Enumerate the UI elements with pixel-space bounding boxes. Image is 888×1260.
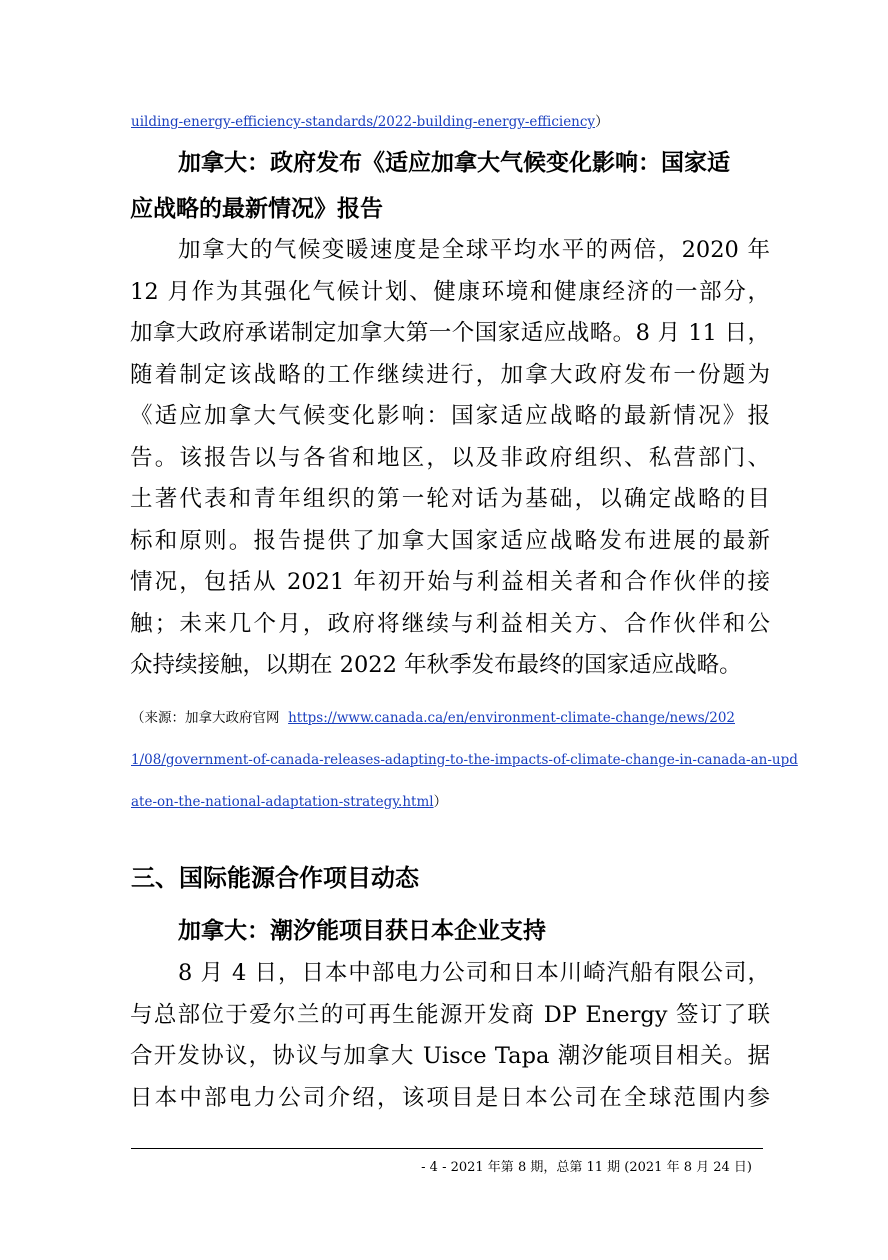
article1-body-line: 情况，包括从 2021 年初开始与利益相关者和合作伙伴的接 (130, 569, 770, 595)
article2-title: 加拿大：潮汐能项目获日本企业支持 (178, 917, 546, 944)
article2-body-line: 8 月 4 日，日本中部电力公司和日本川崎汽船有限公司， (178, 960, 770, 986)
source-close: ） (433, 794, 448, 810)
article1-body (130, 230, 770, 687)
source-link-part-2[interactable]: 1/08/government-of-canada-releases-adapting-to-the-impacts-of-climate-change-in-canada-an-upd (131, 752, 798, 768)
article1-body-line: 告。该报告以与各省和地区，以及非政府组织、私营部门、 (130, 444, 770, 471)
article1-body-line: 加拿大政府承诺制定加拿大第一个国家适应战略。8 月 11 日， (130, 320, 770, 346)
top-source-link[interactable]: uilding-energy-efficiency-standards/2022-building-energy-efficiency (131, 114, 596, 130)
top-source-line (131, 112, 761, 132)
source-prefix: （来源：加拿大政府官网 (131, 710, 280, 726)
source-link-part-1[interactable]: https://www.canada.ca/en/environment-climate-change/news/202 (288, 710, 735, 726)
article1-body-line: 12 月作为其强化气候计划、健康环境和健康经济的一部分， (130, 278, 770, 305)
article1-body-line: 土著代表和青年组织的第一轮对话为基础，以确定战略的目 (130, 486, 770, 512)
article1-body-line: 标和原则。报告提供了加拿大国家适应战略发布进展的最新 (130, 527, 770, 554)
page-footer: - 4 - 2021 年第 8 期，总第 11 期 (2021 年 8 月 24 日) (421, 1160, 752, 1175)
section3-heading: 三、国际能源合作项目动态 (131, 864, 419, 892)
source-link-part-3[interactable]: ate-on-the-national-adaptation-strategy.html (131, 794, 434, 810)
article1-body-line: 触；未来几个月，政府将继续与利益相关方、合作伙伴和公 (130, 610, 770, 637)
footer-rule (131, 1148, 763, 1149)
article1-title-line-2: 应战略的最新情况》报告 (130, 195, 383, 222)
article1-body-line: 随着制定该战略的工作继续进行，加拿大政府发布一份题为 (130, 361, 770, 388)
article1-title-line-1: 加拿大：政府发布《适应加拿大气候变化影响：国家适 (178, 149, 730, 176)
article1-body-line: 众持续接触，以期在 2022 年秋季发布最终的国家适应战略。 (130, 652, 742, 678)
top-source-close: ） (595, 114, 609, 130)
article1-body-line: 《适应加拿大气候变化影响：国家适应战略的最新情况》报 (130, 403, 770, 429)
article1-body-line: 加拿大的气候变暖速度是全球平均水平的两倍，2020 年 (178, 237, 770, 263)
article2-body-line: 与总部位于爱尔兰的可再生能源开发商 DP Energy 签订了联 (130, 1001, 770, 1028)
article2-body (130, 953, 770, 1119)
article2-body-line: 合开发协议，协议与加拿大 Uisce Tapa 潮汐能项目相关。据 (130, 1043, 770, 1069)
article1-source-line-1 (131, 708, 761, 728)
article1-source-line-2 (131, 750, 798, 770)
article1-title (130, 140, 770, 232)
article1-source-line-3 (131, 792, 761, 812)
article2-body-line: 日本中部电力公司介绍，该项目是日本公司在全球范围内参 (130, 1084, 770, 1111)
